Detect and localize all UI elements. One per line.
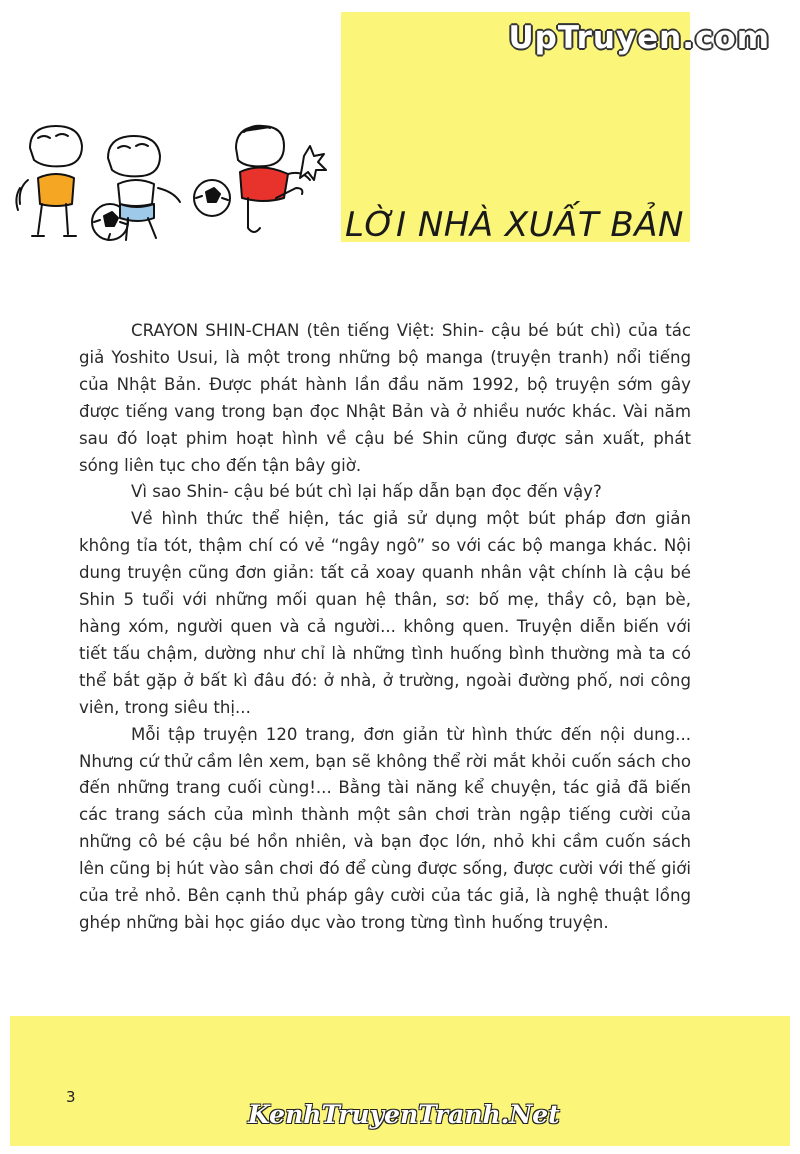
- paragraph-4: Mỗi tập truyện 120 trang, đơn giản từ hình thức đến nội dung... Nhưng cứ thử cầm lên xem, bạn sẽ không thể rời mắt khỏi cuốn sách cho đến những trang cuối cùng!... Bằng tài năng kể chuyện, tác giả đã biến các trang sách của mình thành một sân chơi tràn ngập tiếng cười của những cô bé cậu bé hồn nhiên, và bạn đọc lớn, nhỏ khi cầm cuốn sách lên cũng bị hút vào sân chơi đó để cùng được sống, được cười với thế giới của trẻ nhỏ. Bên cạnh thủ pháp gây cười của tác giả, là nghệ thuật lồng ghép những bài học giáo dục vào trong từng tình huống truyện.: [79, 724, 691, 932]
- foreword-body: [79, 318, 691, 937]
- star-burst-icon: [300, 146, 326, 180]
- page-number: 3: [66, 1088, 76, 1106]
- watermark-kenhtruyentranh: KenhTruyenTranh.Net: [248, 1100, 560, 1129]
- shinchan-soccer-illustration: [8, 118, 333, 258]
- paragraph-1: CRAYON SHIN-CHAN (tên tiếng Việt: Shin- cậu bé bút chì) của tác giả Yoshito Usui, là một trong những bộ manga (truyện tranh) nổi tiếng của Nhật Bản. Được phát hành lần đầu năm 1992, bộ truyện sớm gây được tiếng vang trong bạn đọc Nhật Bản và ở nhiều nước khác. Vài năm sau đó loạt phim hoạt hình về cậu bé Shin cũng được sản xuất, phát sóng liên tục cho đến tận bây giờ.: [79, 321, 691, 475]
- kid-red-shirt: [236, 126, 310, 232]
- paragraph-3: Về hình thức thể hiện, tác giả sử dụng một bút pháp đơn giản không tỉa tót, thậm chí có vẻ “ngây ngô” so với các bộ manga khác. Nội dung truyện cũng đơn giản: tất cả xoay quanh nhân vật chính là cậu bé Shin 5 tuổi với những mối quan hệ thân, sơ: bố mẹ, thầy cô, bạn bè, hàng xóm, người quen và cả người... không quen. Truyện diễn biến với tiết tấu chậm, dường như chỉ là những tình huống bình thường mà ta có thể bắt gặp ở bất kì đâu đó: ở nhà, ở trường, ngoài đường phố, nơi công viên, trong siêu thị...: [79, 509, 691, 717]
- page-title: LỜI NHÀ XUẤT BẢN: [345, 205, 684, 245]
- kid-yellow-shirt: [20, 126, 82, 236]
- watermark-uptruyen: UpTruyen.com: [508, 20, 770, 56]
- soccer-ball-2: [194, 180, 230, 216]
- paragraph-2: Vì sao Shin- cậu bé bút chì lại hấp dẫn bạn đọc đến vậy?: [131, 482, 602, 502]
